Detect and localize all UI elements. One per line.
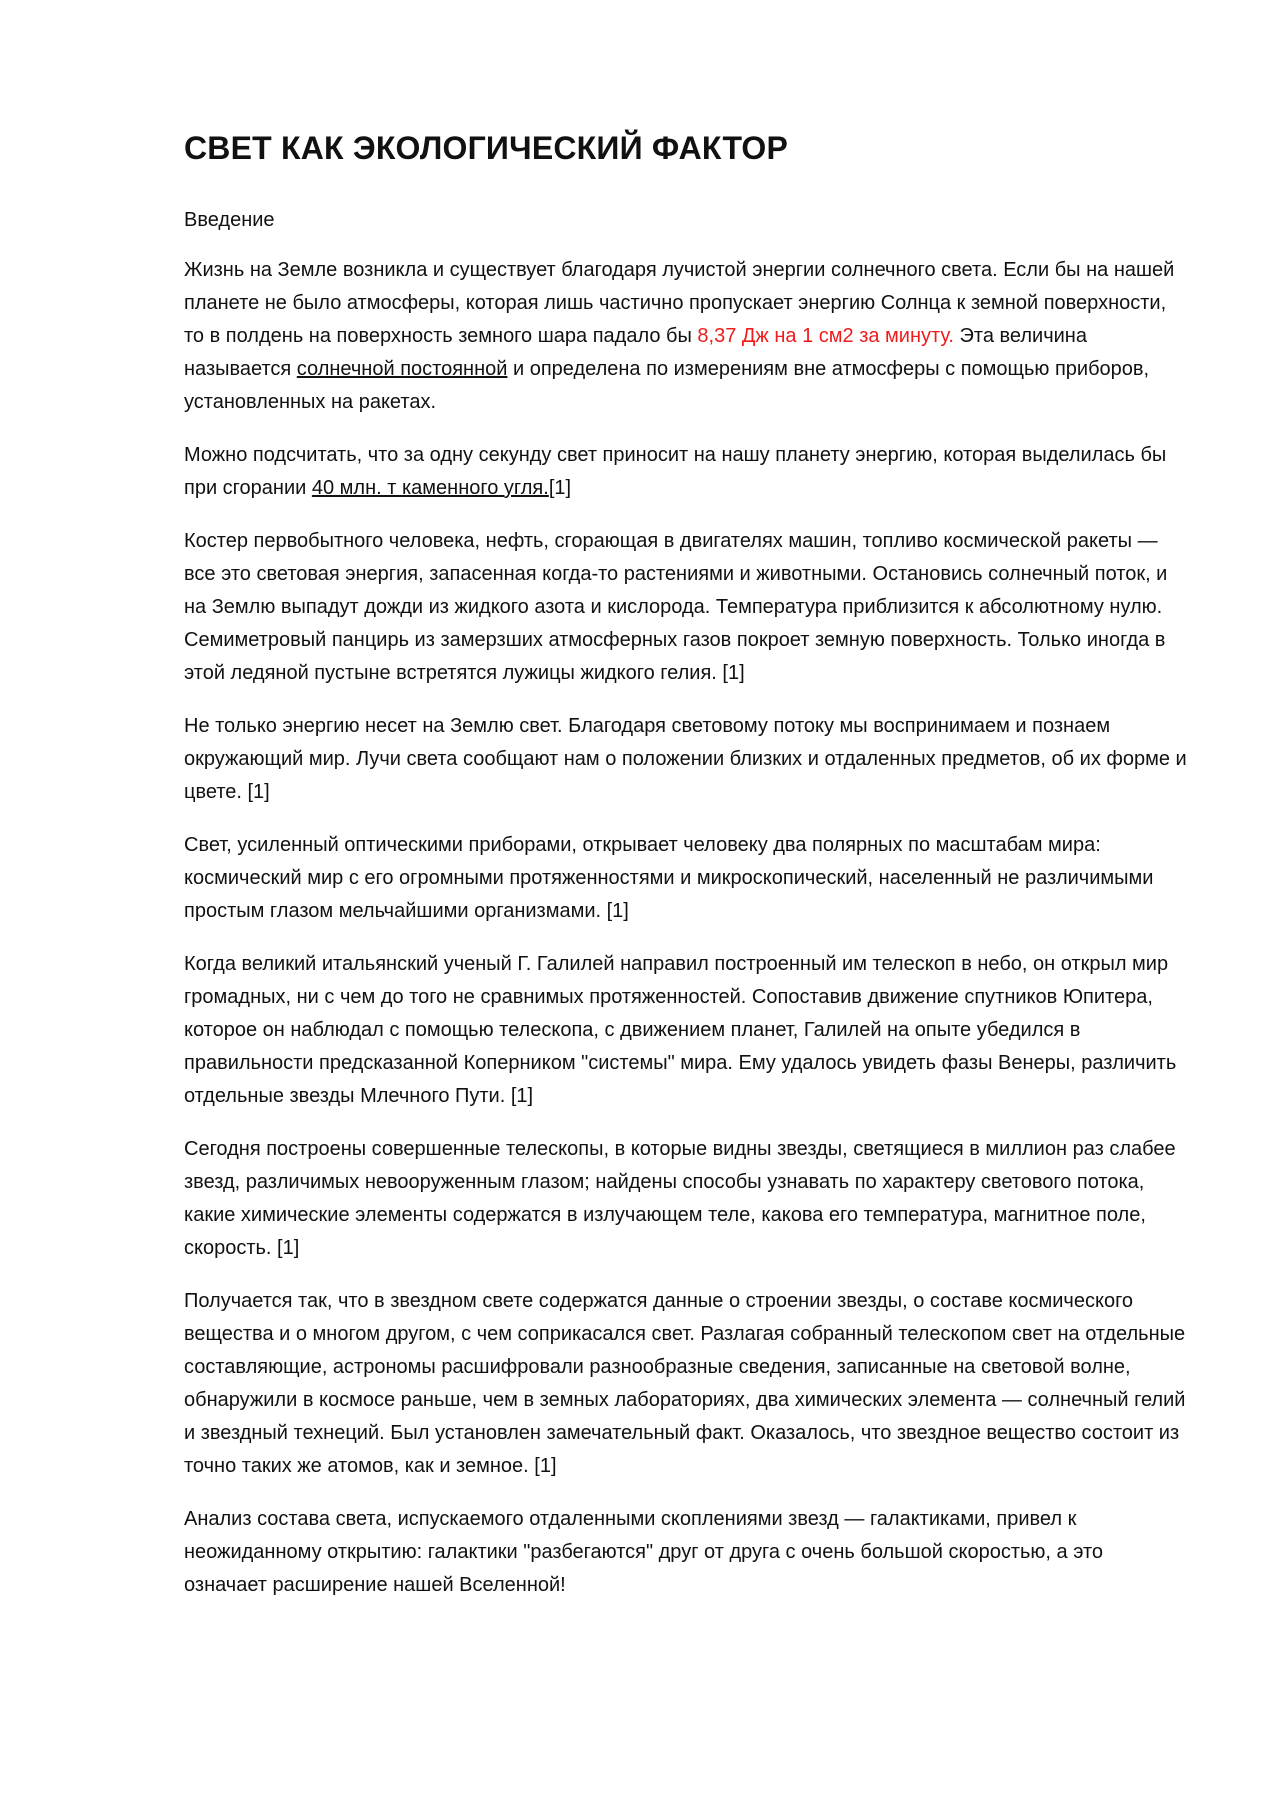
paragraph-1-text-c: и определена по измерениям вне атмосферы с помощью приборов, установленных на ракетах. xyxy=(184,358,1150,413)
document-title: СВЕТ КАК ЭКОЛОГИЧЕСКИЙ ФАКТОР xyxy=(184,130,789,166)
paragraph-1-text-a: Жизнь на Земле возникла и существует благодаря лучистой энергии солнечного света. Если бы на нашей планете не было атмосферы, которая лишь частично пропускает энергию Солнца к земной поверхности, то в полдень на поверхность земного шара падало бы xyxy=(184,259,1175,347)
paragraph-9: Анализ состава света, испускаемого отдаленными скоплениями звезд — галактиками, привел к неожиданному открытию: галактики "разбегаются" друг от друга с очень большой скоростью, а это означает расширение нашей Вселенной! xyxy=(184,1508,1104,1596)
intro-heading: Введение xyxy=(184,209,275,231)
solar-constant-link[interactable]: солнечной постоянной xyxy=(296,358,508,380)
coal-amount-link[interactable]: 40 млн. т каменного угля. xyxy=(311,477,549,499)
paragraph-7: Сегодня построены совершенные телескопы, в которые видны звезды, светящиеся в миллион раз слабее звезд, различимых невооруженным глазом; найдены способы узнавать по характеру светового потока, какие химические элементы содержатся в излучающем теле, какова его температура, магнитное поле, скорость. [1] xyxy=(184,1138,1176,1259)
paragraph-2-text-b: [1] xyxy=(548,477,572,499)
paragraph-5: Свет, усиленный оптическими приборами, открывает человеку два полярных по масштабам мира: космический мир с его огромными протяженностями и микроскопический, населенный не различимыми простым глазом мельчайшими организмами. [1] xyxy=(184,834,1154,922)
paragraph-1 xyxy=(184,254,1190,419)
paragraph-4: Не только энергию несет на Землю свет. Благодаря световому потоку мы воспринимаем и познаем окружающий мир. Лучи света сообщают нам о положении близких и отдаленных предметов, об их форме и цвете. [1] xyxy=(184,715,1187,803)
paragraph-8: Получается так, что в звездном свете содержатся данные о строении звезды, о составе космического вещества и о многом другом, с чем соприкасался свет. Разлагая собранный телескопом свет на отдельные составляющие, астрономы расшифровали разнообразные сведения, записанные на световой волне, обнаружили в космосе раньше, чем в земных лабораториях, два химических элемента — солнечный гелий и звездный технеций. Был установлен замечательный факт. Оказалось, что звездное вещество состоит из точно таких же атомов, как и земное. [1] xyxy=(184,1290,1186,1477)
paragraph-2-text-a: Можно подсчитать, что за одну секунду свет приносит на нашу планету энергию, которая выделилась бы при сгорании xyxy=(184,444,1167,499)
solar-value-highlight: 8,37 Дж на 1 см2 за минуту. xyxy=(697,325,954,347)
paragraph-3: Костер первобытного человека, нефть, сгорающая в двигателях машин, топливо космической ракеты — все это световая энергия, запасенная когда-то растениями и животными. Остановись солнечный поток, и на Землю выпадут дожди из жидкого азота и кислорода. Температура приблизится к абсолютному нулю. Семиметровый панцирь из замерзших атмосферных газов покроет земную поверхность. Только иногда в этой ледяной пустыне встретятся лужицы жидкого гелия. [1] xyxy=(184,530,1168,684)
paragraph-2 xyxy=(184,439,1190,505)
paragraph-6: Когда великий итальянский ученый Г. Галилей направил построенный им телескоп в небо, он открыл мир громадных, ни с чем до того не сравнимых протяженностей. Сопоставив движение спутников Юпитера, которое он наблюдал с помощью телескопа, с движением планет, Галилей на опыте убедился в правильности предсказанной Коперником "системы" мира. Ему удалось увидеть фазы Венеры, различить отдельные звезды Млечного Пути. [1] xyxy=(184,953,1177,1107)
paragraph-1-text-b: Эта величина называется xyxy=(184,325,1087,380)
